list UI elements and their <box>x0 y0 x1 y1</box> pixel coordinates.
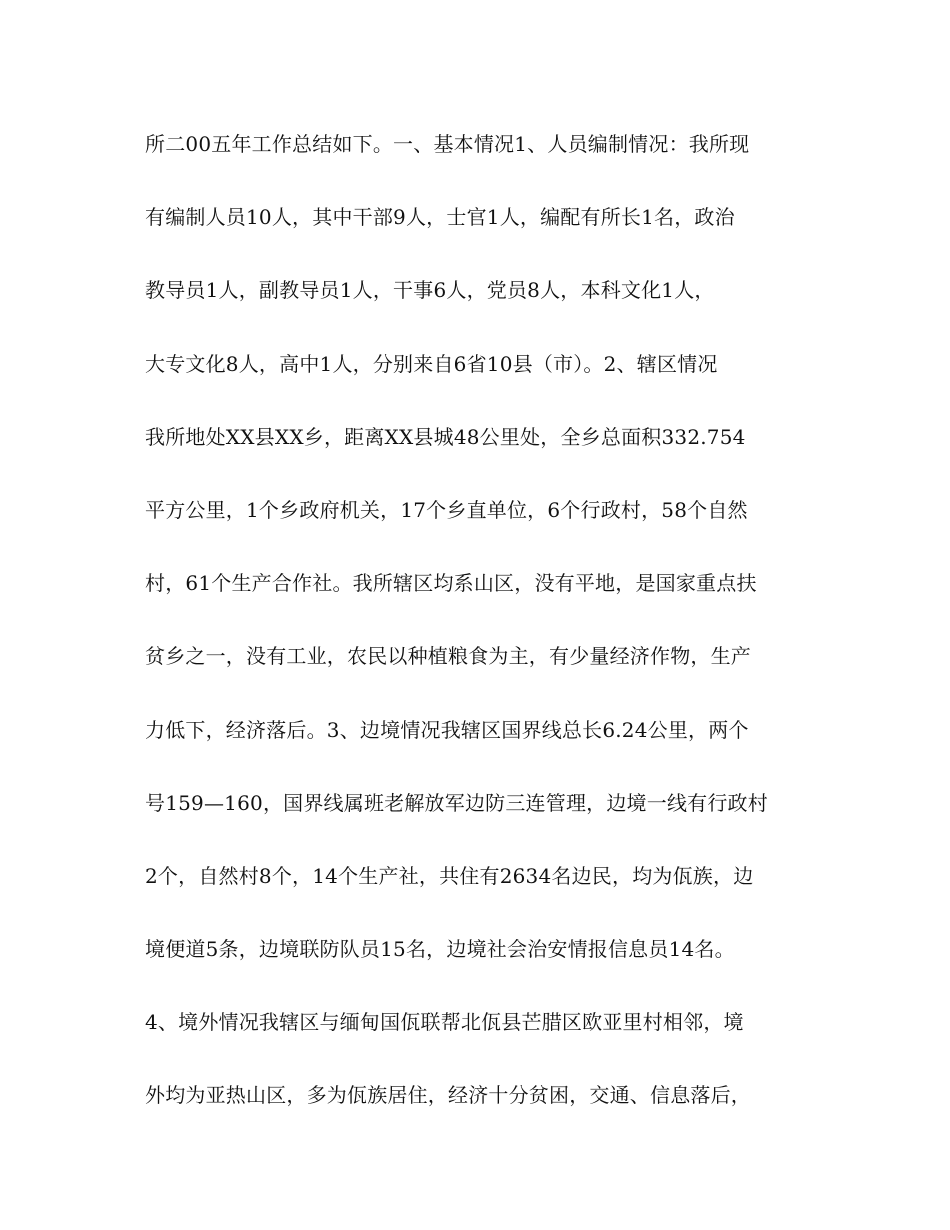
text-line: 力低下，经济落后。3、边境情况我辖区国界线总长6.24公里，两个 <box>145 717 749 742</box>
text-line: 贫乡之一，没有工业，农民以种植粮食为主，有少量经济作物，生产 <box>145 644 751 669</box>
body-text <box>145 117 825 1122</box>
text-line: 4、境外情况我辖区与缅甸国佤联帮北佤县芒腊区欧亚里村相邻，境 <box>145 1010 744 1035</box>
text-line: 教导员1人，副教导员1人，干事6人，党员8人，本科文化1人， <box>145 278 715 303</box>
text-line: 外均为亚热山区，多为佤族居住，经济十分贫困，交通、信息落后， <box>145 1083 751 1108</box>
text-line: 有编制人员10人，其中干部9人，士官1人，编配有所长1名，政治 <box>145 205 735 230</box>
text-line: 我所地处XX县XX乡，距离XX县城48公里处，全乡总面积332.754 <box>145 424 746 449</box>
text-line: 境便道5条，边境联防队员15名，边境社会治安情报信息员14名。 <box>145 937 735 962</box>
text-line: 2个，自然村8个，14个生产社，共住有2634名边民，均为佤族，边 <box>145 863 754 888</box>
text-line: 大专文化8人，高中1人，分别来自6省10县（市）。2、辖区情况 <box>145 351 718 376</box>
text-line: 平方公里，1个乡政府机关，17个乡直单位，6个行政村，58个自然 <box>145 497 748 522</box>
text-line: 村，61个生产合作社。我所辖区均系山区，没有平地，是国家重点扶 <box>145 571 757 596</box>
text-line: 号159—160，国界线属班老解放军边防三连管理，边境一线有行政村 <box>145 790 768 815</box>
text-line: 所二00五年工作总结如下。一、基本情况1、人员编制情况：我所现 <box>145 132 750 156</box>
